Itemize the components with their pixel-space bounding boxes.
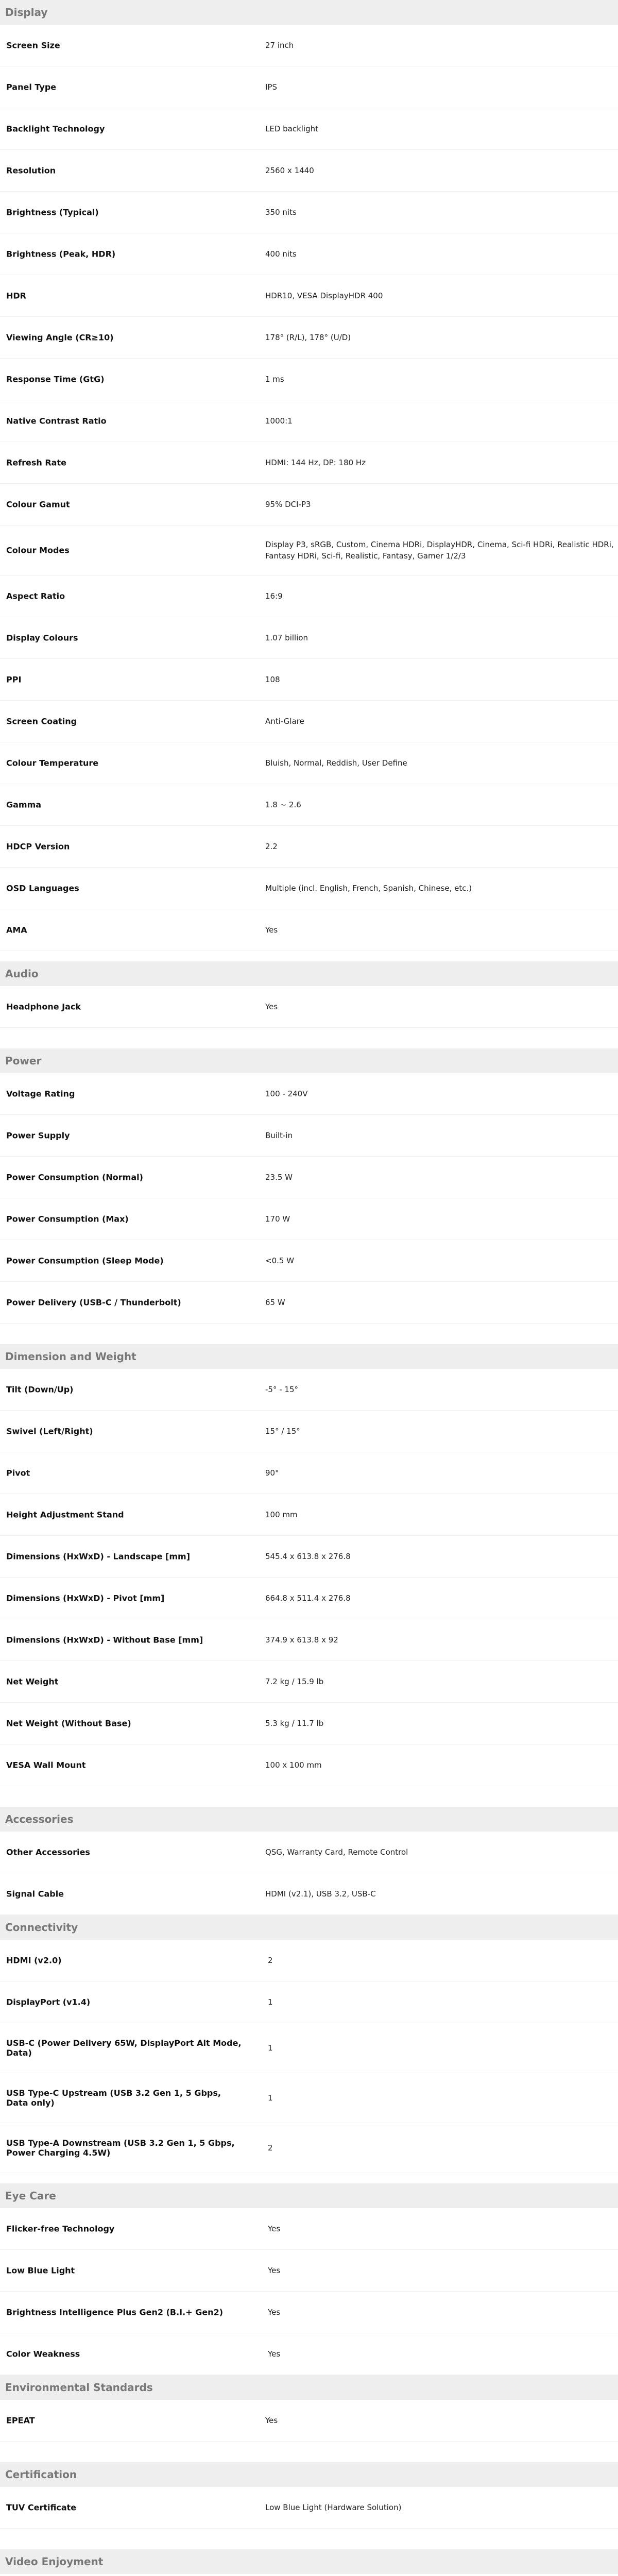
- spec-value: HDR10, VESA DisplayHDR 400: [265, 291, 383, 300]
- spec-row: [0, 2250, 618, 2292]
- spec-row: [0, 1452, 618, 1494]
- spec-value: 27 inch: [265, 41, 294, 50]
- section-spacer: [0, 1028, 618, 1048]
- spec-row: [0, 1282, 618, 1324]
- spec-row: [0, 484, 618, 526]
- spec-row: [0, 1981, 618, 2023]
- spec-row: [0, 909, 618, 951]
- spec-value: 1: [268, 2043, 273, 2053]
- spec-value: 15° / 15°: [265, 1427, 300, 1436]
- spec-label: Colour Temperature: [6, 758, 99, 768]
- section-eye-care: [0, 2183, 618, 2375]
- spec-value: -5° - 15°: [265, 1385, 298, 1394]
- spec-label: Colour Modes: [6, 545, 70, 555]
- section-spacer: [0, 1324, 618, 1344]
- spec-label: Aspect Ratio: [6, 591, 65, 601]
- spec-value: Display P3, sRGB, Custom, Cinema HDRi, DisplayHDR, Cinema, Sci-fi HDRi, Realistic HDRi, Fantasy HDRi, Sci-fi, Realistic, Fantasy, Gamer 1/2/3: [265, 540, 614, 561]
- spec-value: 545.4 x 613.8 x 276.8: [265, 1552, 351, 1561]
- spec-row: [0, 659, 618, 701]
- spec-value: 1.07 billion: [265, 633, 308, 642]
- spec-value: 16:9: [265, 591, 283, 601]
- section-title: Audio: [0, 961, 618, 986]
- spec-row: [0, 1536, 618, 1578]
- section-title: Certification: [0, 2462, 618, 2487]
- spec-value: Low Blue Light (Hardware Solution): [265, 2503, 402, 2512]
- spec-label: USB Type-A Downstream (USB 3.2 Gen 1, 5 Gbps, Power Charging 4.5W): [6, 2138, 235, 2158]
- spec-label: Power Consumption (Sleep Mode): [6, 1256, 164, 1266]
- spec-value: 400 nits: [265, 249, 297, 259]
- section-environmental-standards: [0, 2375, 618, 2442]
- spec-label: Height Adjustment Stand: [6, 1510, 124, 1520]
- spec-label: Tilt (Down/Up): [6, 1384, 74, 1395]
- spec-value: LED backlight: [265, 124, 319, 133]
- section-title: Display: [0, 0, 618, 25]
- spec-label: HDCP Version: [6, 841, 70, 852]
- section-title: Eye Care: [0, 2183, 618, 2208]
- spec-label: Dimensions (HxWxD) - Pivot [mm]: [6, 1593, 165, 1603]
- spec-label: Dimensions (HxWxD) - Landscape [mm]: [6, 1551, 191, 1562]
- section-spacer: [0, 951, 618, 961]
- spec-value: 664.8 x 511.4 x 276.8: [265, 1594, 351, 1603]
- spec-row: [0, 2333, 618, 2375]
- spec-label: EPEAT: [6, 2415, 35, 2426]
- spec-label: USB Type-C Upstream (USB 3.2 Gen 1, 5 Gbps, Data only): [6, 2088, 221, 2108]
- spec-row: [0, 1157, 618, 1198]
- spec-label: Viewing Angle (CR≥10): [6, 332, 114, 343]
- spec-row: [0, 1744, 618, 1786]
- spec-row: [0, 108, 618, 150]
- spec-label: Dimensions (HxWxD) - Without Base [mm]: [6, 1635, 203, 1645]
- spec-value: Yes: [265, 2416, 278, 2425]
- spec-value: 23.5 W: [265, 1173, 293, 1182]
- spec-label: Brightness Intelligence Plus Gen2 (B.I.+ Gen2): [6, 2307, 224, 2317]
- spec-row: [0, 400, 618, 442]
- spec-label: Display Colours: [6, 633, 78, 643]
- spec-value: Anti-Glare: [265, 717, 304, 726]
- spec-label: Pivot: [6, 1468, 30, 1478]
- spec-value: 108: [265, 675, 280, 684]
- spec-value: 374.9 x 613.8 x 92: [265, 1635, 338, 1645]
- spec-label: Power Supply: [6, 1130, 70, 1141]
- spec-label: Net Weight (Without Base): [6, 1718, 131, 1728]
- spec-row: [0, 1369, 618, 1411]
- spec-label: Headphone Jack: [6, 1002, 81, 1012]
- spec-value: Yes: [265, 1002, 278, 1011]
- spec-row: [0, 2123, 618, 2173]
- spec-label: AMA: [6, 925, 27, 935]
- spec-label: Signal Cable: [6, 1889, 64, 1899]
- spec-row: [0, 1115, 618, 1157]
- spec-label: Net Weight: [6, 1676, 59, 1687]
- spec-value: 1: [268, 2093, 273, 2103]
- spec-row: [0, 2574, 618, 2576]
- spec-value: 100 mm: [265, 1510, 298, 1519]
- section-power: [0, 1048, 618, 1324]
- section-title: Dimension and Weight: [0, 1344, 618, 1369]
- spec-value: 1 ms: [265, 375, 284, 384]
- spec-value: 170 W: [265, 1214, 290, 1224]
- spec-row: [0, 2292, 618, 2333]
- spec-row: [0, 2487, 618, 2529]
- spec-row: [0, 150, 618, 192]
- spec-value: 100 - 240V: [265, 1089, 308, 1098]
- spec-value: Built-in: [265, 1131, 293, 1140]
- spec-label: Screen Size: [6, 40, 60, 50]
- spec-row: [0, 784, 618, 826]
- spec-value: Yes: [268, 2349, 281, 2359]
- spec-row: [0, 1873, 618, 1915]
- spec-label: HDR: [6, 291, 26, 301]
- spec-label: Brightness (Peak, HDR): [6, 249, 116, 259]
- spec-row: [0, 192, 618, 233]
- spec-label: Response Time (GtG): [6, 374, 105, 384]
- spec-value: 2.2: [265, 842, 278, 851]
- spec-value: Yes: [268, 2224, 281, 2233]
- spec-value: <0.5 W: [265, 1256, 295, 1265]
- spec-value: 1000:1: [265, 416, 293, 426]
- spec-row: [0, 1494, 618, 1536]
- spec-row: [0, 2208, 618, 2250]
- spec-row: [0, 233, 618, 275]
- spec-row: [0, 526, 618, 575]
- spec-label: Color Weakness: [6, 2349, 80, 2359]
- spec-row: [0, 1411, 618, 1452]
- spec-row: [0, 701, 618, 742]
- spec-label: Brightness (Typical): [6, 207, 99, 217]
- section-title: Power: [0, 1048, 618, 1073]
- spec-label: Low Blue Light: [6, 2265, 75, 2276]
- spec-label: Backlight Technology: [6, 124, 105, 134]
- spec-label: Gamma: [6, 800, 42, 810]
- spec-label: Swivel (Left/Right): [6, 1426, 93, 1436]
- spec-label: Colour Gamut: [6, 499, 70, 510]
- section-dimension-and-weight: [0, 1344, 618, 1786]
- spec-value: Yes: [265, 925, 278, 935]
- spec-value: HDMI (v2.1), USB 3.2, USB-C: [265, 1889, 376, 1899]
- spec-label: VESA Wall Mount: [6, 1760, 86, 1770]
- spec-row: [0, 2023, 618, 2073]
- section-display: [0, 0, 618, 951]
- spec-row: [0, 1198, 618, 1240]
- spec-row: [0, 1578, 618, 1619]
- spec-label: Voltage Rating: [6, 1089, 75, 1099]
- spec-row: [0, 2073, 618, 2123]
- spec-row: [0, 25, 618, 66]
- spec-label: Resolution: [6, 165, 56, 176]
- spec-label: Native Contrast Ratio: [6, 416, 107, 426]
- spec-row: [0, 575, 618, 617]
- spec-row: [0, 359, 618, 400]
- spec-value: 65 W: [265, 1298, 285, 1307]
- spec-value: Yes: [268, 2308, 281, 2317]
- spec-row: [0, 442, 618, 484]
- spec-value: 100 x 100 mm: [265, 1760, 322, 1770]
- spec-row: [0, 1832, 618, 1873]
- section-title: Video Enjoyment: [0, 2549, 618, 2574]
- section-spacer: [0, 2173, 618, 2183]
- spec-label: Power Consumption (Max): [6, 1214, 129, 1224]
- spec-row: [0, 1703, 618, 1744]
- spec-label: Refresh Rate: [6, 457, 66, 468]
- spec-row: [0, 868, 618, 909]
- spec-label: Panel Type: [6, 82, 57, 92]
- spec-value: Bluish, Normal, Reddish, User Define: [265, 758, 407, 768]
- spec-row: [0, 617, 618, 659]
- section-audio: [0, 961, 618, 1028]
- section-connectivity: [0, 1915, 618, 2173]
- spec-row: [0, 1940, 618, 1981]
- spec-label: OSD Languages: [6, 883, 79, 893]
- spec-value: 90°: [265, 1468, 279, 1478]
- spec-row: [0, 275, 618, 317]
- spec-value: 2560 x 1440: [265, 166, 314, 175]
- spec-label: DisplayPort (v1.4): [6, 1997, 91, 2007]
- section-title: Accessories: [0, 1807, 618, 1832]
- spec-value: 7.2 kg / 15.9 lb: [265, 1677, 324, 1686]
- spec-row: [0, 2400, 618, 2442]
- spec-value: 1.8 ~ 2.6: [265, 800, 301, 809]
- section-accessories: [0, 1807, 618, 1915]
- section-spacer: [0, 2529, 618, 2549]
- spec-value: Multiple (incl. English, French, Spanish, Chinese, etc.): [265, 884, 472, 893]
- spec-value: 2: [268, 1956, 273, 1965]
- spec-row: [0, 1619, 618, 1661]
- section-spacer: [0, 1786, 618, 1807]
- spec-value: 1: [268, 1997, 273, 2007]
- section-spacer: [0, 2442, 618, 2462]
- spec-label: Flicker-free Technology: [6, 2224, 115, 2234]
- spec-label: TUV Certificate: [6, 2502, 77, 2513]
- spec-label: Screen Coating: [6, 716, 77, 726]
- spec-label: PPI: [6, 674, 22, 685]
- section-title: Connectivity: [0, 1915, 618, 1940]
- spec-value: 350 nits: [265, 208, 297, 217]
- spec-value: HDMI: 144 Hz, DP: 180 Hz: [265, 458, 366, 467]
- spec-row: [0, 1073, 618, 1115]
- spec-row: [0, 1240, 618, 1282]
- spec-row: [0, 742, 618, 784]
- spec-label: HDMI (v2.0): [6, 1955, 62, 1965]
- spec-row: [0, 66, 618, 108]
- section-title: Environmental Standards: [0, 2375, 618, 2400]
- spec-value: 178° (R/L), 178° (U/D): [265, 333, 351, 342]
- section-certification: [0, 2462, 618, 2529]
- spec-value: IPS: [265, 82, 277, 92]
- spec-label: Other Accessories: [6, 1847, 90, 1857]
- spec-value: 5.3 kg / 11.7 lb: [265, 1719, 324, 1728]
- spec-value: QSG, Warranty Card, Remote Control: [265, 1848, 408, 1857]
- spec-row: [0, 826, 618, 868]
- spec-value: 95% DCI-P3: [265, 500, 311, 509]
- section-video-enjoyment: [0, 2549, 618, 2576]
- spec-label: Power Consumption (Normal): [6, 1172, 143, 1182]
- spec-value: Yes: [268, 2266, 281, 2275]
- spec-row: [0, 317, 618, 359]
- spec-label: USB-C (Power Delivery 65W, DisplayPort Alt Mode, Data): [6, 2038, 242, 2058]
- spec-row: [0, 1661, 618, 1703]
- spec-value: 2: [268, 2143, 273, 2153]
- spec-label: Power Delivery (USB-C / Thunderbolt): [6, 1297, 181, 1308]
- spec-row: [0, 986, 618, 1028]
